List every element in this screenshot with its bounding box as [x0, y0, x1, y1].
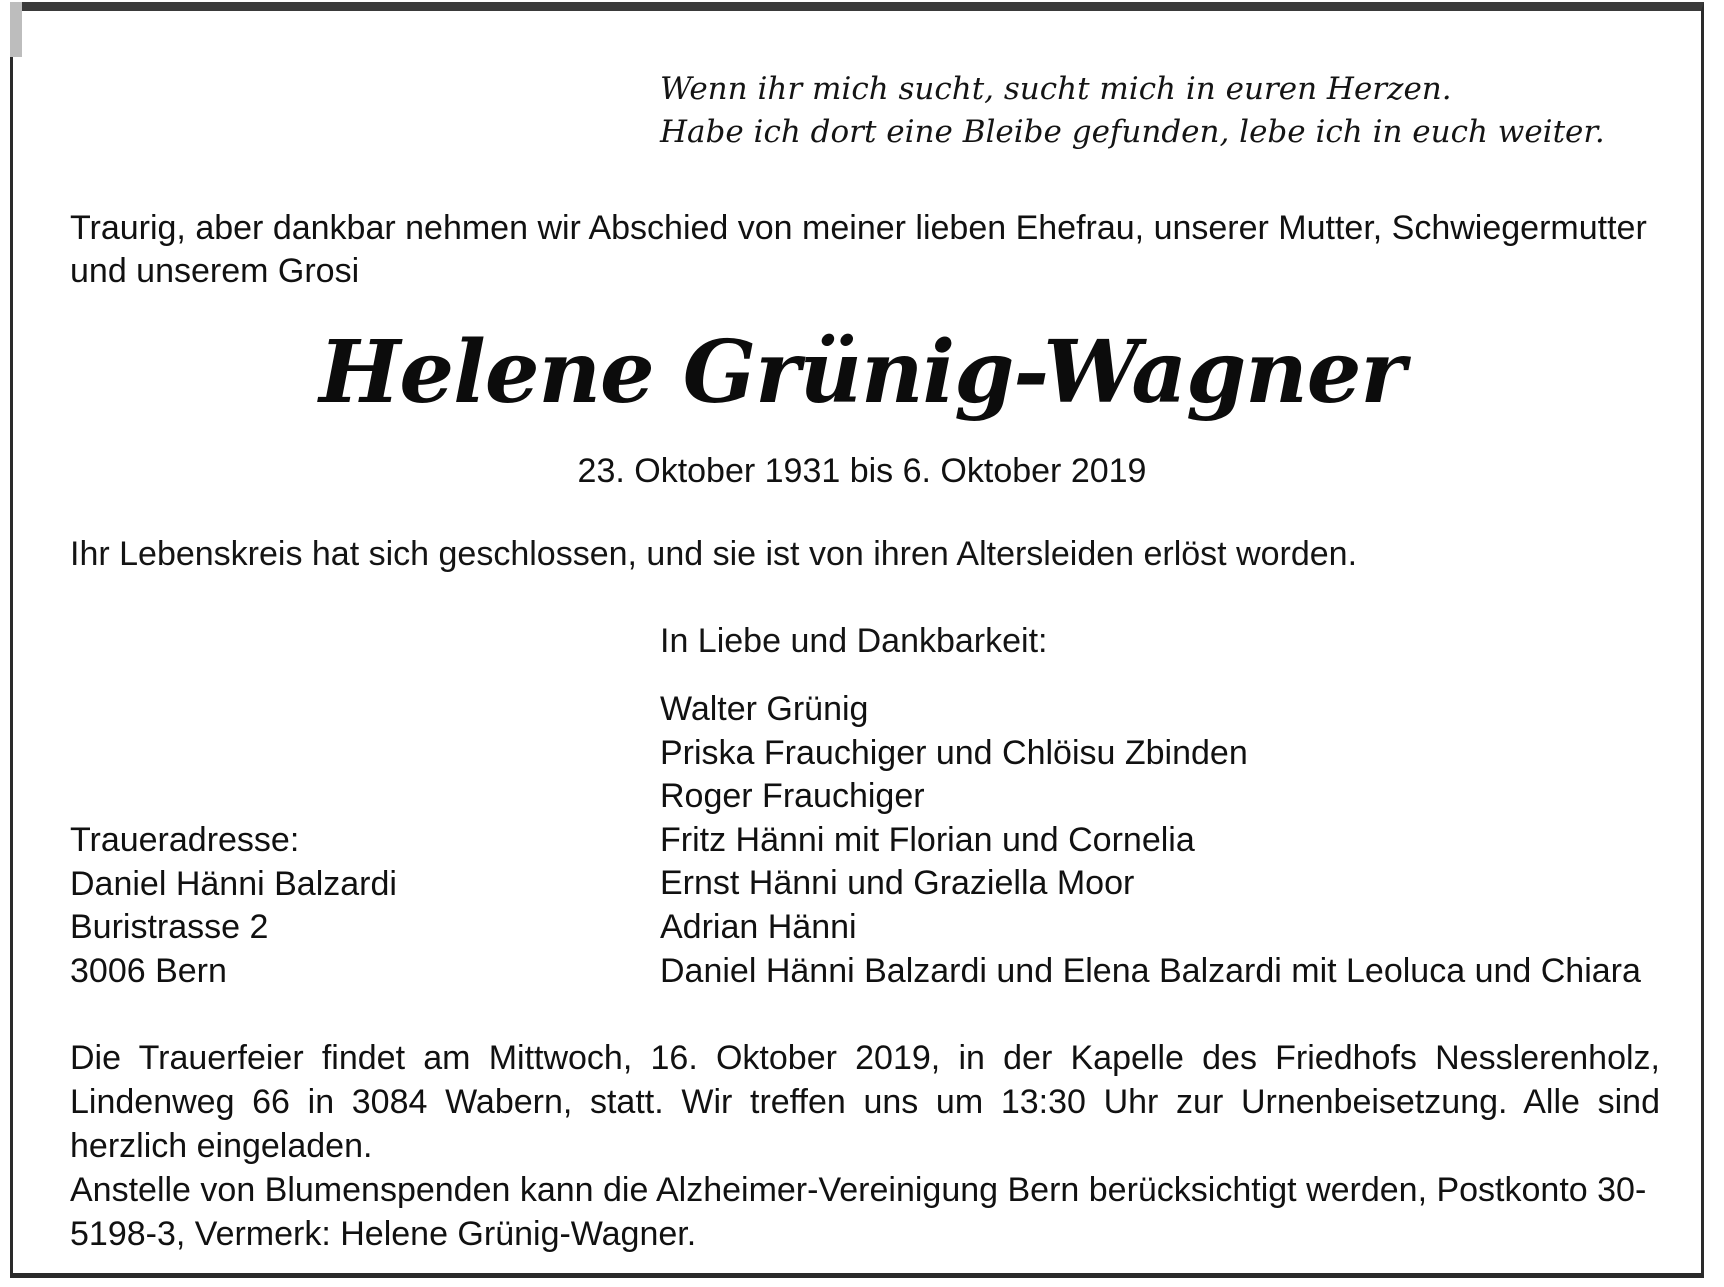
- closing-line: In Liebe und Dankbarkeit:: [660, 622, 1048, 660]
- address-street: Buristrasse 2: [70, 908, 269, 947]
- family-member: Fritz Hänni mit Florian und Cornelia: [660, 820, 1195, 859]
- deceased-name: Helene Grünig-Wagner: [319, 322, 1405, 423]
- family-member: Priska Frauchiger und Chlöisu Zbinden: [660, 733, 1248, 772]
- intro-text: Traurig, aber dankbar nehmen wir Abschied von meiner lieben Ehefrau, unserer Mutter, Schwiegermutter und unserem Grosi: [70, 209, 1647, 290]
- family-member: Daniel Hänni Balzardi und Elena Balzardi mit Leoluca und Chiara: [660, 951, 1641, 990]
- donation-text: Anstelle von Blumenspenden kann die Alzheimer-Vereinigung Bern berücksichtigt werden, Postkonto 30-5198-3, Vermerk: Helene Grünig-Wagner.: [70, 1171, 1647, 1253]
- family-member: Walter Grünig: [660, 690, 869, 728]
- motto-line-2: Habe ich dort eine Bleibe gefunden, lebe ich in euch weiter.: [660, 114, 1605, 150]
- motto-line-1: Wenn ihr mich sucht, sucht mich in euren Herzen.: [660, 71, 1452, 107]
- family-member: Ernst Hänni und Graziella Moor: [660, 864, 1135, 903]
- address-label: Traueradresse:: [70, 821, 300, 859]
- mourning-address: [70, 819, 397, 993]
- family-list: [660, 688, 1641, 993]
- statement-text: Ihr Lebenskreis hat sich geschlossen, und sie ist von ihren Altersleiden erlöst worden.: [70, 535, 1358, 573]
- family-member: Adrian Hänni: [660, 907, 857, 946]
- motto-quote: [660, 68, 1605, 154]
- life-dates: 23. Oktober 1931 bis 6. Oktober 2019: [577, 452, 1147, 490]
- address-name: Daniel Hänni Balzardi: [70, 864, 397, 903]
- address-city: 3006 Bern: [70, 951, 227, 990]
- ceremony-text: Die Trauerfeier findet am Mittwoch, 16. Oktober 2019, in der Kapelle des Friedhofs Nesslerenholz, Lindenweg 66 in 3084 Wabern, statt. Wir treffen uns um 13:30 Uhr zur Urnenbeisetzung. Alle sind herzlich eingeladen.: [70, 1039, 1660, 1165]
- family-member: Roger Frauchiger: [660, 777, 925, 816]
